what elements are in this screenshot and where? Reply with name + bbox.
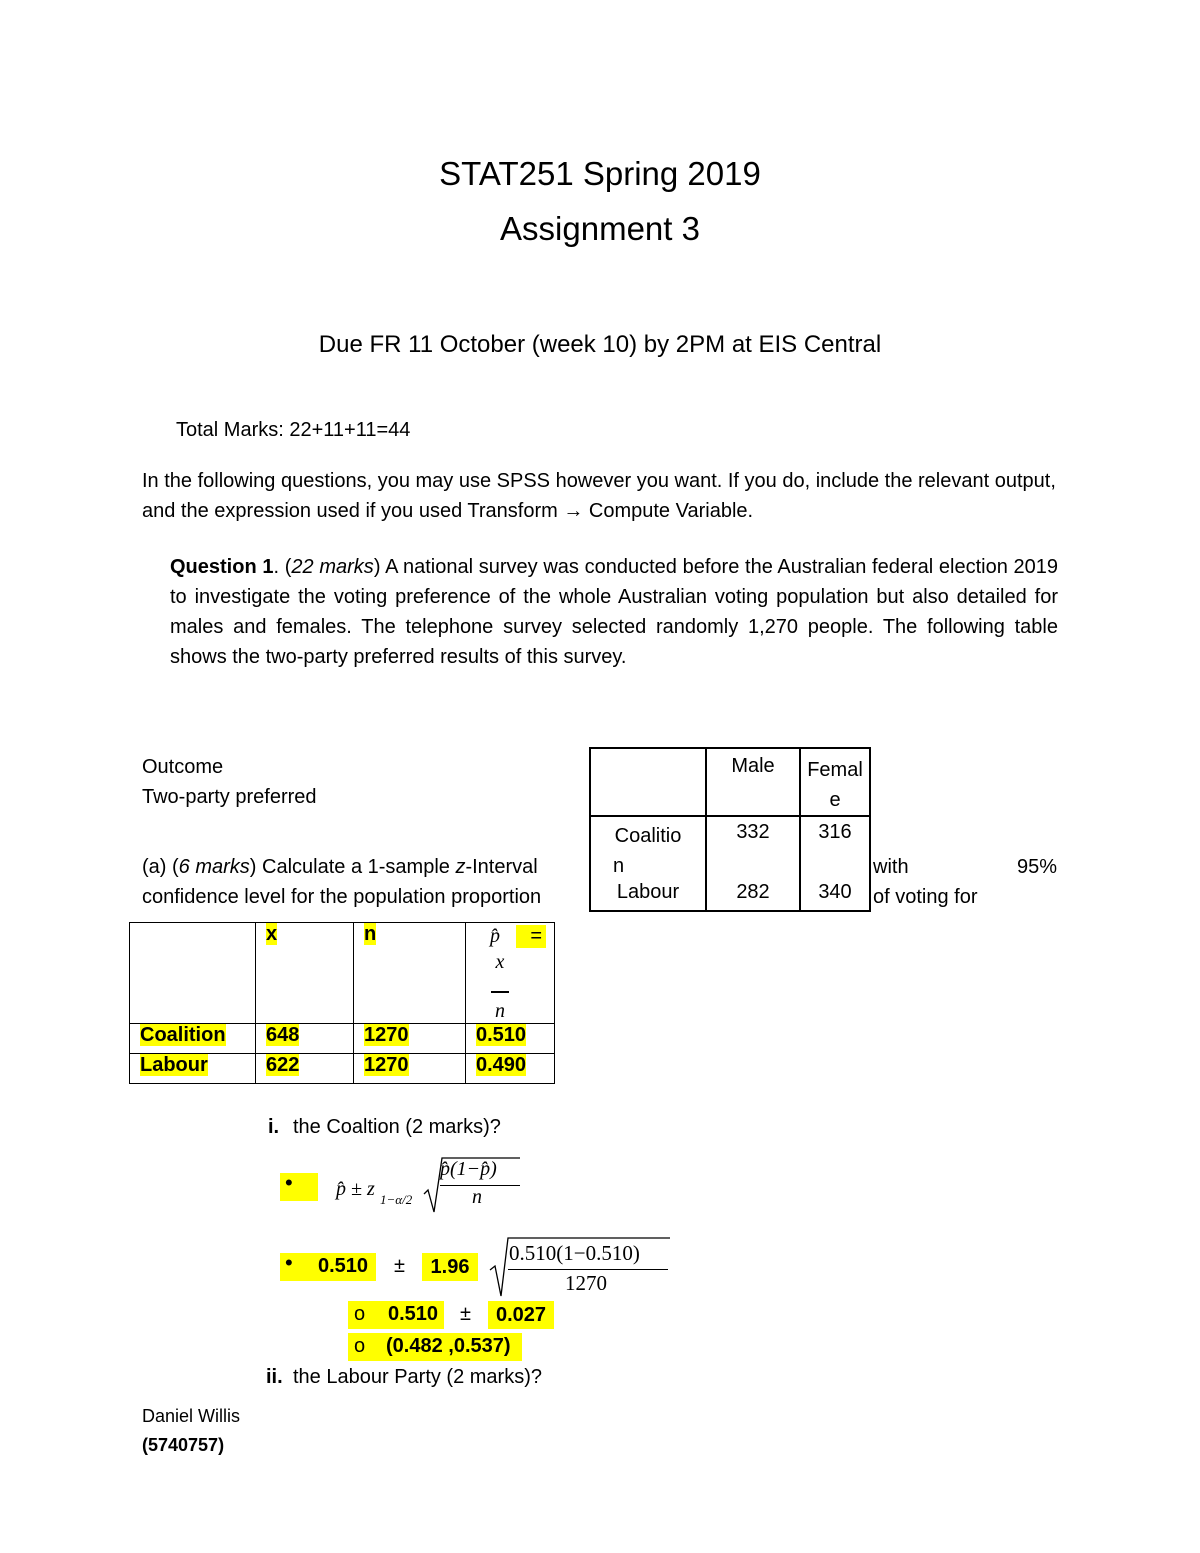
calc-p-labour: 0.490	[466, 1054, 555, 1084]
calc-header-n: n	[354, 923, 466, 1024]
calc-row-labour	[130, 1054, 555, 1084]
part-ii-text: the Labour Party (2 marks)?	[293, 1366, 542, 1388]
part-i-text: the Coaltion (2 marks)?	[293, 1116, 501, 1138]
calc-label-labour: Labour	[130, 1054, 256, 1084]
outcome-line2: Two-party preferred	[142, 786, 317, 808]
x-over-n-fraction: x n	[446, 948, 554, 1023]
question-1: Question 1. (22 marks) A national survey was conducted before the Australian federal election 2019 to investigate the voting preference of the whole Australian voting population but also detailed for males and females. The telephone survey selected randomly 1,270 people. The following table shows the two-party preferred results of this survey.	[170, 556, 1059, 668]
formula-num: p̂(1−p̂)	[440, 1158, 497, 1180]
survey-female-coalition: 316	[800, 816, 870, 881]
bullet-1: •	[285, 1170, 293, 1195]
sqrt-den-2: 1270	[565, 1271, 607, 1295]
formula-den: n	[472, 1186, 482, 1208]
z-value: 1.96	[422, 1253, 478, 1281]
due-date: Due FR 11 October (week 10) by 2PM at EIS Central	[318, 331, 882, 358]
interval-result: (0.482 ,0.537)	[386, 1335, 511, 1357]
survey-row-coalition	[590, 816, 870, 881]
survey-header-row	[590, 748, 870, 816]
part-a-line1	[142, 852, 538, 882]
part-a-text1: ) Calculate a 1-sample	[249, 856, 456, 878]
part-a-text2: -Interval	[465, 856, 538, 878]
survey-row-labour	[590, 881, 870, 911]
circle-bullet-1: o	[354, 1303, 366, 1325]
calc-p-coalition: 0.510	[466, 1024, 555, 1054]
document-title: STAT251 Spring 2019	[439, 155, 761, 192]
calc-n-labour: 1270	[354, 1054, 466, 1084]
calc-label-coalition: Coalition	[130, 1024, 256, 1054]
calc-header-phat: p̂ = x n	[466, 923, 555, 1024]
plus-minus-1: ±	[394, 1255, 405, 1277]
total-marks: Total Marks: 22+11+11=44	[176, 419, 411, 441]
calc-x-labour: 622	[256, 1054, 354, 1084]
part-a-line2-tail: of voting for	[873, 886, 978, 908]
survey-female-labour: 340	[800, 881, 870, 911]
part-a-line2: confidence level for the population proportion	[142, 886, 542, 908]
sub-bullet-highlight-1	[348, 1301, 444, 1329]
bullet-highlight-2: • 0.510	[280, 1253, 376, 1281]
survey-label-labour: Labour	[590, 881, 706, 911]
circle-bullet-2: o	[354, 1335, 366, 1357]
calc-header-x: x	[256, 923, 354, 1024]
sub1-a: 0.510	[388, 1303, 439, 1325]
z-symbol: z	[455, 856, 466, 878]
calc-header-row	[130, 923, 555, 1024]
student-id: (5740757)	[142, 1435, 225, 1455]
assignment-title: Assignment 3	[500, 210, 700, 247]
question-label: Question 1	[170, 556, 274, 578]
formula-sub: 1−α/2	[380, 1192, 413, 1207]
calc-n-coalition: 1270	[354, 1024, 466, 1054]
part-ii-label: ii.	[266, 1366, 283, 1388]
calc-x-coalition: 648	[256, 1024, 354, 1054]
calc-table	[129, 922, 555, 1084]
sub-bullet-highlight-2	[348, 1333, 522, 1361]
author-name: Daniel Willis	[142, 1406, 241, 1426]
survey-header-blank	[590, 748, 706, 816]
survey-male-labour: 282	[706, 881, 800, 911]
sub1-b: 0.027	[488, 1301, 554, 1329]
survey-male-coalition: 332	[706, 816, 800, 881]
part-i-label: i.	[268, 1116, 280, 1138]
formula-lhs: p̂ ± z	[336, 1178, 375, 1200]
part-a-with: with	[873, 856, 909, 878]
part-a-marks: 6 marks	[178, 856, 250, 878]
p-value: 0.510	[318, 1255, 369, 1277]
bullet-highlight-1	[280, 1170, 318, 1201]
plus-minus-2: ±	[460, 1303, 471, 1325]
part-a-confidence: 95%	[1017, 856, 1058, 878]
question-text: A national survey was conducted before the Australian federal election 2019 to investigate the voting preference of the whole Australian voting population but also detailed for males and females. The telephone survey selected randomly 1,270 people. The following table shows the two-party preferred results of this survey.	[170, 556, 1059, 668]
survey-header-female: Femal e	[800, 748, 870, 816]
calc-header-blank	[130, 923, 256, 1024]
outcome-line1: Outcome	[142, 756, 224, 778]
instructions: In the following questions, you may use SPSS however you want. If you do, include the relevant output, and the expression used if you used Transform → Compute Variable.	[142, 470, 1056, 522]
survey-table	[589, 747, 871, 912]
calc-row-coalition	[130, 1024, 555, 1054]
part-a-prefix: (a) (	[142, 856, 179, 878]
sqrt-num-2: 0.510(1−0.510)	[509, 1241, 640, 1265]
question-marks: 22 marks	[291, 556, 374, 578]
survey-label-coalition: Coalitio n	[590, 816, 706, 881]
survey-header-male: Male	[706, 748, 800, 816]
